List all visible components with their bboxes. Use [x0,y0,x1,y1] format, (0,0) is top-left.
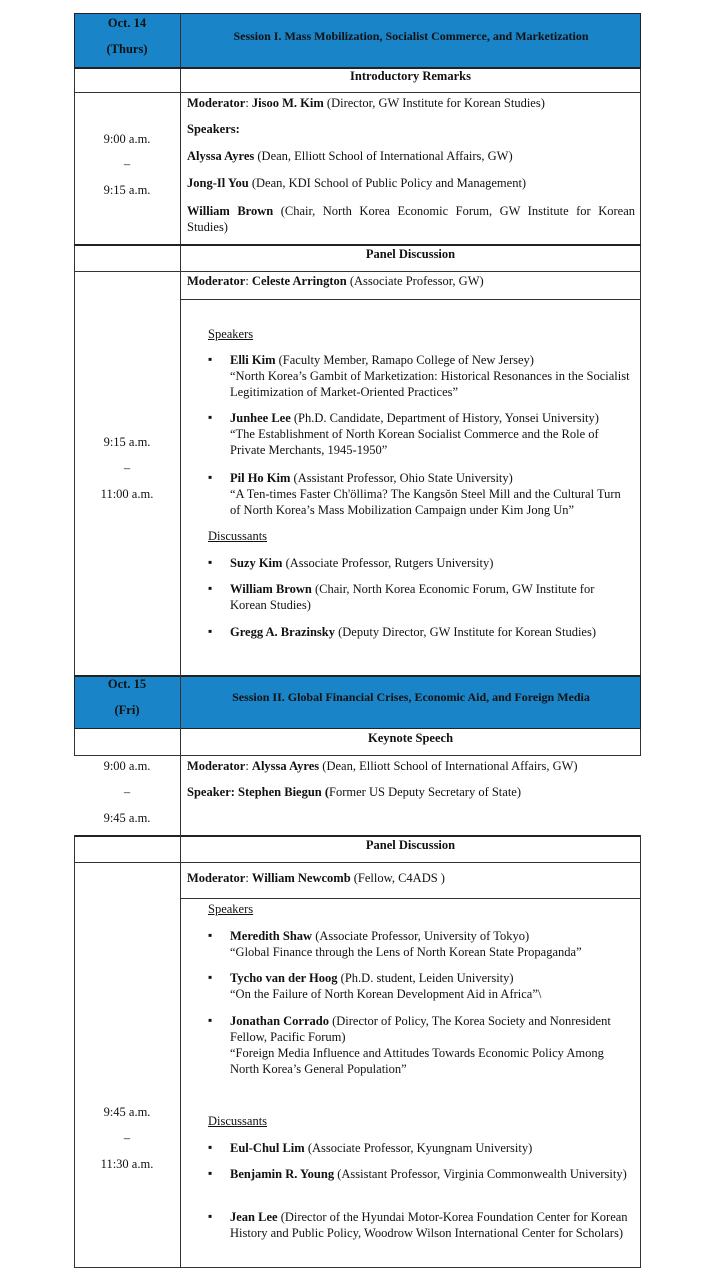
bullet: ▪ [208,970,213,984]
panel-1-time-start: 9:15 a.m. [103,435,151,449]
panel-2-time-end: 11:30 a.m. [100,1157,154,1171]
intro-remarks-heading: Introductory Remarks [350,69,471,83]
intro-speaker-2: Jong-Il You (Dean, KDI School of Public Policy and Management) [187,176,527,190]
panel-2-speaker-2: Tycho van der Hoog (Ph.D. student, Leiden University) “On the Failure of North Korean Development Aid in Africa”\ [230,971,542,1001]
panel-1-speaker-2: Junhee Lee (Ph.D. Candidate, Department of History, Yonsei University) “The Establishment of North Korean Socialist Commerce and the Role of Private Merchants, 1945-1950” [230,411,599,457]
panel-2-discussant-2: Benjamin R. Young (Assistant Professor, Virginia Commonwealth University) [230,1167,627,1181]
panel-2-speaker-3: Jonathan Corrado (Director of Policy, The Korea Society and Nonresident Fellow, Pacific Forum) “Foreign Media Influence and Attitudes Towards Economic Policy Among North Korea’s General Population” [230,1014,611,1076]
panel-1-speaker-3: Pil Ho Kim (Assistant Professor, Ohio State University) “A Ten-times Faster Ch'öllima? The Kangsŏn Steel Mill and the Cultural Turn of North Korea’s Mass Mobilization Campaign under Kim Jong Un” [230,471,621,517]
bullet: ▪ [208,1166,213,1180]
panel-2-heading: Panel Discussion [365,838,456,852]
panel-1-discussant-3: Gregg A. Brazinsky (Deputy Director, GW Institute for Korean Studies) [230,625,596,639]
session-1-date: Oct. 14 [107,16,147,30]
keynote-time-dash: – [123,785,131,799]
bullet: ▪ [208,1140,213,1154]
panel-1-speakers-heading: Speakers [208,327,254,341]
bullet: ▪ [208,410,213,424]
bullet: ▪ [208,581,213,595]
bullet: ▪ [208,555,213,569]
bullet: ▪ [208,928,213,942]
panel-2-discussant-3: Jean Lee (Director of the Hyundai Motor-Korea Foundation Center for Korean History and Public Policy, Woodrow Wilson International Center for Scholars) [230,1210,628,1240]
keynote-time-start: 9:00 a.m. [103,759,151,773]
keynote-time-end: 9:45 a.m. [103,811,151,825]
panel-2-discussant-1: Eul-Chul Lim (Associate Professor, Kyungnam University) [230,1141,533,1155]
bullet: ▪ [208,1013,213,1027]
keynote-moderator: Moderator: Alyssa Ayres (Dean, Elliott School of International Affairs, GW) [187,759,578,773]
panel-2-discussants-heading: Discussants [208,1114,268,1128]
panel-2-speaker-1: Meredith Shaw (Associate Professor, University of Tokyo) “Global Finance through the Lens of North Korean State Propaganda” [230,929,582,959]
panel-1-time-dash: – [123,461,131,475]
panel-2-time-dash: – [123,1131,131,1145]
bullet: ▪ [208,352,213,366]
intro-time-end: 9:15 a.m. [103,183,151,197]
intro-speaker-3: William Brown (Chair, North Korea Economic Forum, GW Institute for Korean Studies) [187,204,636,234]
panel-1-discussant-2: William Brown (Chair, North Korea Economic Forum, GW Institute for Korean Studies) [230,582,595,612]
bullet: ▪ [208,1209,213,1223]
panel-1-moderator: Moderator: Celeste Arrington (Associate Professor, GW) [187,274,484,288]
panel-1-heading: Panel Discussion [365,247,456,261]
panel-1-discussant-1: Suzy Kim (Associate Professor, Rutgers University) [230,556,494,570]
intro-time-start: 9:00 a.m. [103,132,151,146]
panel-2-moderator: Moderator: William Newcomb (Fellow, C4ADS ) [187,871,445,885]
panel-1-speaker-1: Elli Kim (Faculty Member, Ramapo College of New Jersey) “North Korea’s Gambit of Marketization: Historical Resonances in the Socialist Legitimization of Market-Oriented Practices” [230,353,630,399]
intro-moderator: Moderator: Jisoo M. Kim (Director, GW Institute for Korean Studies) [187,96,545,110]
session-1-title: Session I. Mass Mobilization, Socialist Commerce, and Marketization [233,29,589,43]
intro-time-dash: – [123,157,131,171]
keynote-speaker: Speaker: Stephen Biegun (Former US Deputy Secretary of State) [187,785,522,799]
panel-2-speakers-heading: Speakers [208,902,254,916]
intro-speakers-label: Speakers: [187,122,240,136]
bullet: ▪ [208,470,213,484]
session-2-day: (Fri) [114,703,140,717]
session-2-date: Oct. 15 [107,677,147,691]
session-2-title: Session II. Global Financial Crises, Economic Aid, and Foreign Media [232,690,590,704]
panel-1-discussants-heading: Discussants [208,529,268,543]
keynote-heading: Keynote Speech [367,731,454,745]
session-1-day: (Thurs) [106,42,148,56]
panel-1-time-end: 11:00 a.m. [100,487,154,501]
bullet: ▪ [208,624,213,638]
panel-2-time-start: 9:45 a.m. [103,1105,151,1119]
intro-speaker-1: Alyssa Ayres (Dean, Elliott School of International Affairs, GW) [187,149,513,163]
